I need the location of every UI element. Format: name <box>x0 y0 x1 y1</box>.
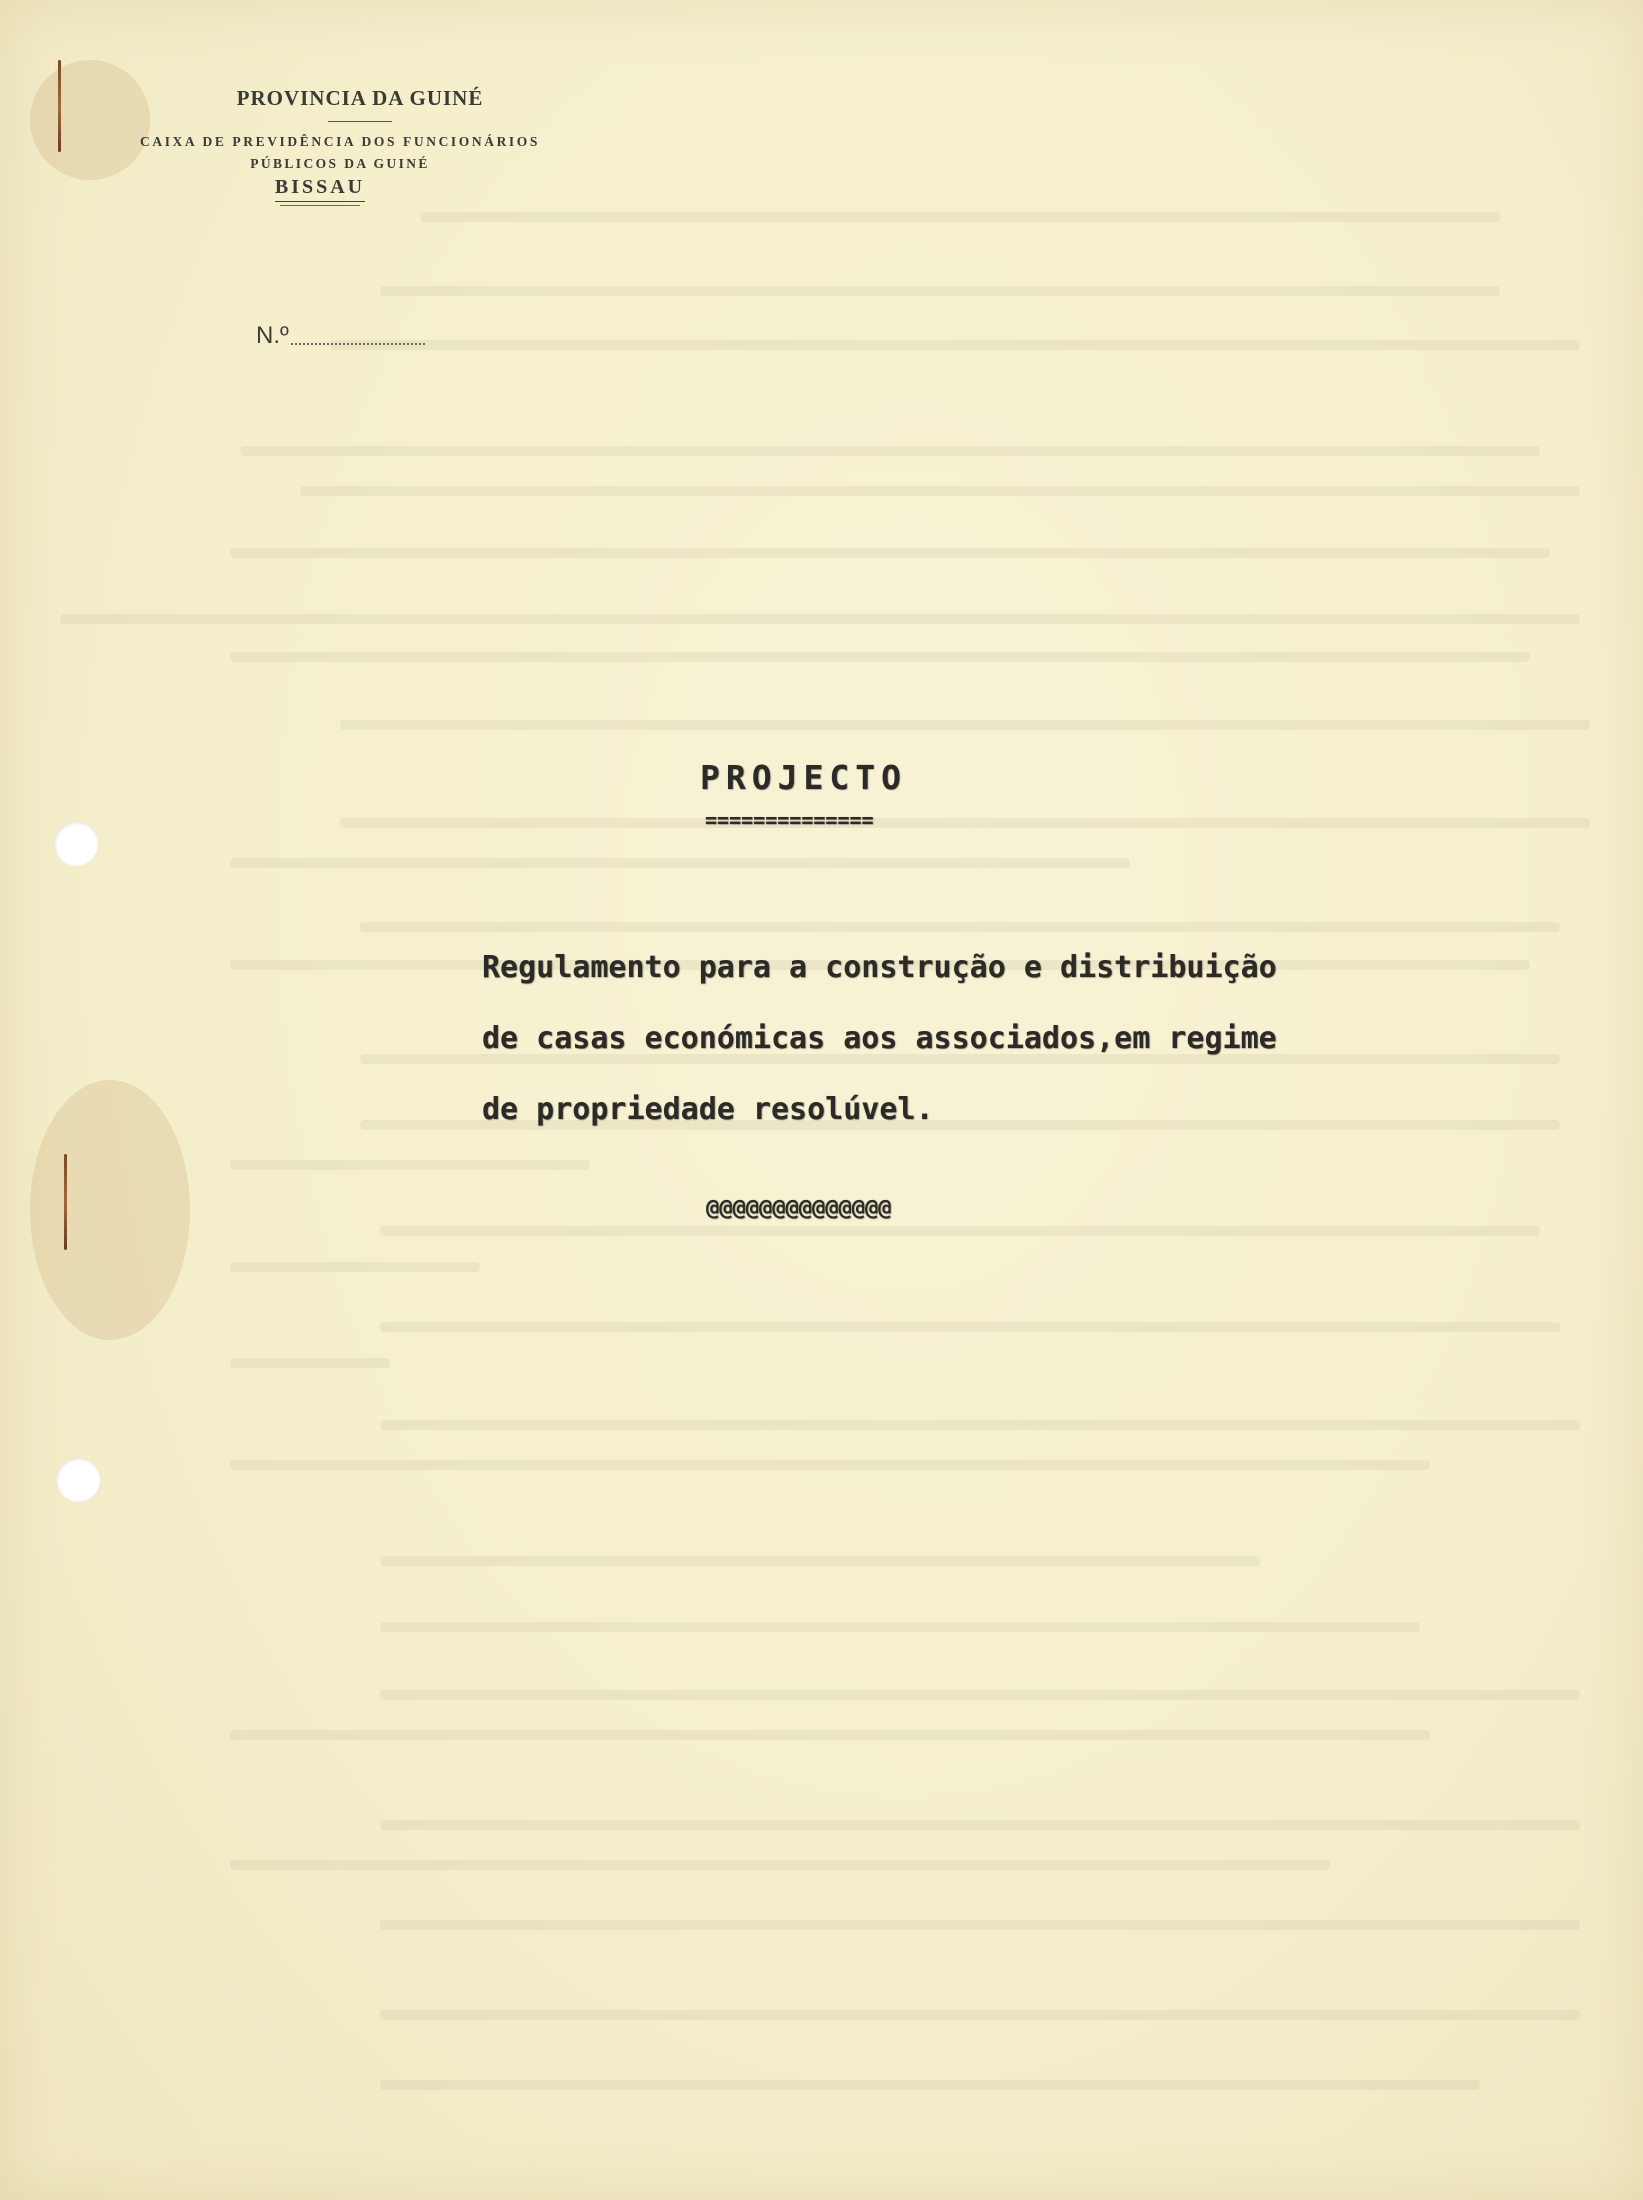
document-title: PROJECTO <box>700 758 907 797</box>
punch-hole <box>56 1458 100 1502</box>
document-subject-line: de propriedade resolúvel. <box>482 1092 934 1127</box>
bleed-through-line <box>230 652 1530 662</box>
punch-hole <box>54 822 98 866</box>
document-number-blank <box>291 343 425 345</box>
bleed-through-line <box>230 1460 1430 1470</box>
bleed-through-line <box>420 212 1500 222</box>
document-title-underline: ============== <box>705 808 874 832</box>
letterhead <box>60 86 620 206</box>
bleed-through-line <box>230 1860 1330 1870</box>
bleed-through-line <box>380 1622 1420 1632</box>
bleed-through-line <box>380 286 1500 296</box>
document-subject-line: Regulamento para a construção e distribuição <box>482 950 1277 985</box>
bleed-through-line <box>340 818 1590 828</box>
letterhead-city-underline <box>280 205 360 206</box>
document-closing-marks: @@@@@@@@@@@@@@ <box>706 1196 892 1221</box>
paper-stain <box>30 1080 190 1340</box>
bleed-through-line <box>380 1920 1580 1930</box>
bleed-through-line <box>60 614 1580 624</box>
letterhead-institution-line1: CAIXA DE PREVIDÊNCIA DOS FUNCIONÁRIOS <box>140 134 540 149</box>
document-number-field <box>256 322 425 350</box>
letterhead-city: BISSAU <box>275 176 365 202</box>
bleed-through-line <box>230 858 1130 868</box>
bleed-through-line <box>380 1420 1580 1430</box>
bleed-through-line <box>230 548 1550 558</box>
bleed-through-line <box>330 340 1580 350</box>
bleed-through-line <box>230 1262 480 1272</box>
bleed-through-line <box>380 2010 1580 2020</box>
document-subject <box>482 932 1382 1145</box>
bleed-through-line <box>230 1730 1430 1740</box>
letterhead-province: PROVINCIA DA GUINÉ <box>236 86 484 110</box>
bleed-through-line <box>380 1820 1580 1830</box>
bleed-through-line <box>380 1226 1540 1236</box>
letterhead-divider <box>328 121 392 122</box>
bleed-through-line <box>240 446 1540 456</box>
bleed-through-line <box>380 1556 1260 1566</box>
bleed-through-line <box>380 1690 1580 1700</box>
staple-rust-mark <box>64 1154 67 1250</box>
bleed-through-line <box>230 1160 590 1170</box>
bleed-through-line <box>360 922 1560 932</box>
letterhead-institution-line2: PÚBLICOS DA GUINÉ <box>250 156 430 171</box>
bleed-through-line <box>230 1358 390 1368</box>
bleed-through-line <box>340 720 1590 730</box>
bleed-through-line <box>300 486 1580 496</box>
document-subject-line: de casas económicas aos associados,em regime <box>482 1021 1277 1056</box>
bleed-through-line <box>380 1322 1560 1332</box>
document-number-label: N.º <box>256 322 289 349</box>
bleed-through-line <box>380 2080 1480 2090</box>
